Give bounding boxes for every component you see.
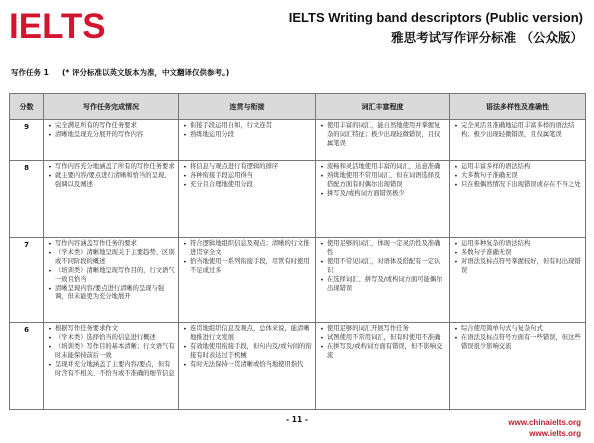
descriptor-item: • 使用不常见词汇，对语体及搭配有一定认识: [319, 258, 446, 276]
descriptor-item: • 大多数句子准确无误: [453, 172, 582, 181]
descriptor-item: • 根据写作任务要求作文: [47, 325, 175, 334]
descriptor-item: • 写作内容充分地涵盖了所有的写作任务要求: [47, 163, 175, 172]
descriptor-item: • 符合逻辑地组织信息及观点；清晰的行文推进贯穿全文: [182, 240, 312, 258]
header-task-achievement: 写作任务完成情况: [44, 94, 179, 120]
chinaielts-link[interactable]: www.chinaielts.org: [508, 418, 581, 427]
descriptor-item: • 对语法及标点符号掌握较好，但有时出现错误: [453, 258, 582, 276]
band-score: 9: [10, 120, 44, 161]
descriptor-item: • 充分且合理地使用分段: [182, 181, 312, 190]
descriptor-item: • 运用多种复杂的语法结构: [453, 240, 582, 249]
descriptor-item: • 使用足够的词汇，体现一定灵活性及准确性: [319, 240, 446, 258]
document-title-chinese: 雅思考试写作评分标准 （公众版）: [391, 30, 583, 45]
descriptor-item: • 多数句子准确无误: [453, 249, 582, 258]
ielts-link[interactable]: www.ielts.org: [529, 429, 581, 438]
document-title-english: IELTS Writing band descriptors (Public version): [288, 10, 583, 25]
header-grammatical-range: 语法多样性及准确性: [450, 94, 586, 120]
page-number: - 11 -: [286, 415, 308, 424]
descriptor-item: • （培训类）清晰地呈现写作目的，行文语气一致且恰当: [47, 267, 175, 285]
header-coherence-cohesion: 连贯与衔接: [179, 94, 316, 120]
descriptor-item: • 连贯地组织信息及观点，总体来说，能清晰地推进行文发展: [182, 325, 312, 343]
descriptor-item: • 试图使用不常用词汇，但有时使用不准确: [319, 334, 446, 343]
descriptor-item: • 清晰地呈现充分展开的写作内容: [47, 131, 175, 140]
band-descriptor-table: [9, 93, 586, 410]
descriptor-item: • （培训类）写作目的基本清晰；行文语气有时未能保持前后一致: [47, 343, 175, 361]
table-header-row: [10, 94, 586, 120]
descriptor-item: • 清晰呈现内容/要点进行清晰的呈现与强调，但未能更为充分地展开: [47, 285, 175, 303]
band-score: 6: [10, 323, 44, 410]
descriptor-item: • 写作内容涵盖写作任务的要求: [47, 240, 175, 249]
translation-note: (* 评分标准以英文版本为准，中文翻译仅供参考。): [62, 68, 230, 77]
descriptor-item: • 运用丰富多样的语法结构: [453, 163, 582, 172]
descriptor-item: • 使用足够的词汇开展写作任务: [319, 325, 446, 334]
table-row: [10, 120, 586, 161]
header-lexical-resource: 词汇丰富程度: [316, 94, 450, 120]
task-label: 写作任务 1: [11, 68, 49, 77]
descriptor-item: • 完全灵活且准确地运用丰富多样的语法结构；极少出现轻微错误，且仅属笔误: [453, 122, 582, 140]
ielts-logo: IELTS: [9, 7, 106, 46]
descriptor-item: • 各种衔接手段运用得当: [182, 172, 312, 181]
descriptor-item: • 完全满足所有的写作任务要求: [47, 122, 175, 131]
descriptor-item: • 将信息与观点进行有逻辑的排序: [182, 163, 312, 172]
descriptor-item: • 就主要内容/要点进行清晰和恰当的呈现、强调以及阐述: [47, 172, 175, 190]
descriptor-item: • 只在极偶然情况下出现错误或存在不当之处: [453, 181, 582, 190]
descriptor-item: • 使用丰富的词汇，能自然地使用并掌握复杂的词汇特征；极少出现轻微错误，且仅属笔误: [319, 122, 446, 149]
table-row: [10, 323, 586, 410]
descriptor-item: • 熟练地运用分段: [182, 131, 312, 140]
descriptor-item: • （学术类）选择恰当的信息进行概述: [47, 334, 175, 343]
descriptor-item: • 衔接手段运用自如，行文连贯: [182, 122, 312, 131]
descriptor-item: • 在选择词汇、拼写及/或构词方面可能偶尔出现错误: [319, 276, 446, 294]
descriptor-item: • 拼写及/或构词方面错误极少: [319, 190, 446, 199]
header-band: 分数: [10, 94, 44, 120]
band-score: 8: [10, 161, 44, 238]
band-score: 7: [10, 238, 44, 323]
descriptor-item: • 在拼写及/或构词方面有错误，但不影响交流: [319, 343, 446, 361]
descriptor-item: • 有时无法保持一贯清晰或恰当地使用指代: [182, 361, 312, 370]
descriptor-item: • 有效地使用衔接手段，但句内及/或句间的衔接有时表达过于机械: [182, 343, 312, 361]
descriptor-item: • 流畅和灵活地使用丰富的词汇，达意准确: [319, 163, 446, 172]
descriptor-item: • 综合使用简单句式与复杂句式: [453, 325, 582, 334]
descriptor-item: • 熟练地使用不常用词汇，但在词语选择及搭配方面有时偶尔出现错误: [319, 172, 446, 190]
table-row: [10, 238, 586, 323]
descriptor-item: • 恰当地使用一系列衔接手段，尽管有时使用不足或过多: [182, 258, 312, 276]
descriptor-item: • （学术类）清晰地呈现关于主要趋势、区别或不同阶段的概述: [47, 249, 175, 267]
descriptor-item: • 在语法及标点符号方面有一些错误，但这些错误很少影响交流: [453, 334, 582, 352]
table-row: [10, 161, 586, 238]
descriptor-item: • 呈现并充分地涵盖了主要内容/要点，但有时含有不相关、不恰当或不准确的细节信息: [47, 361, 175, 379]
